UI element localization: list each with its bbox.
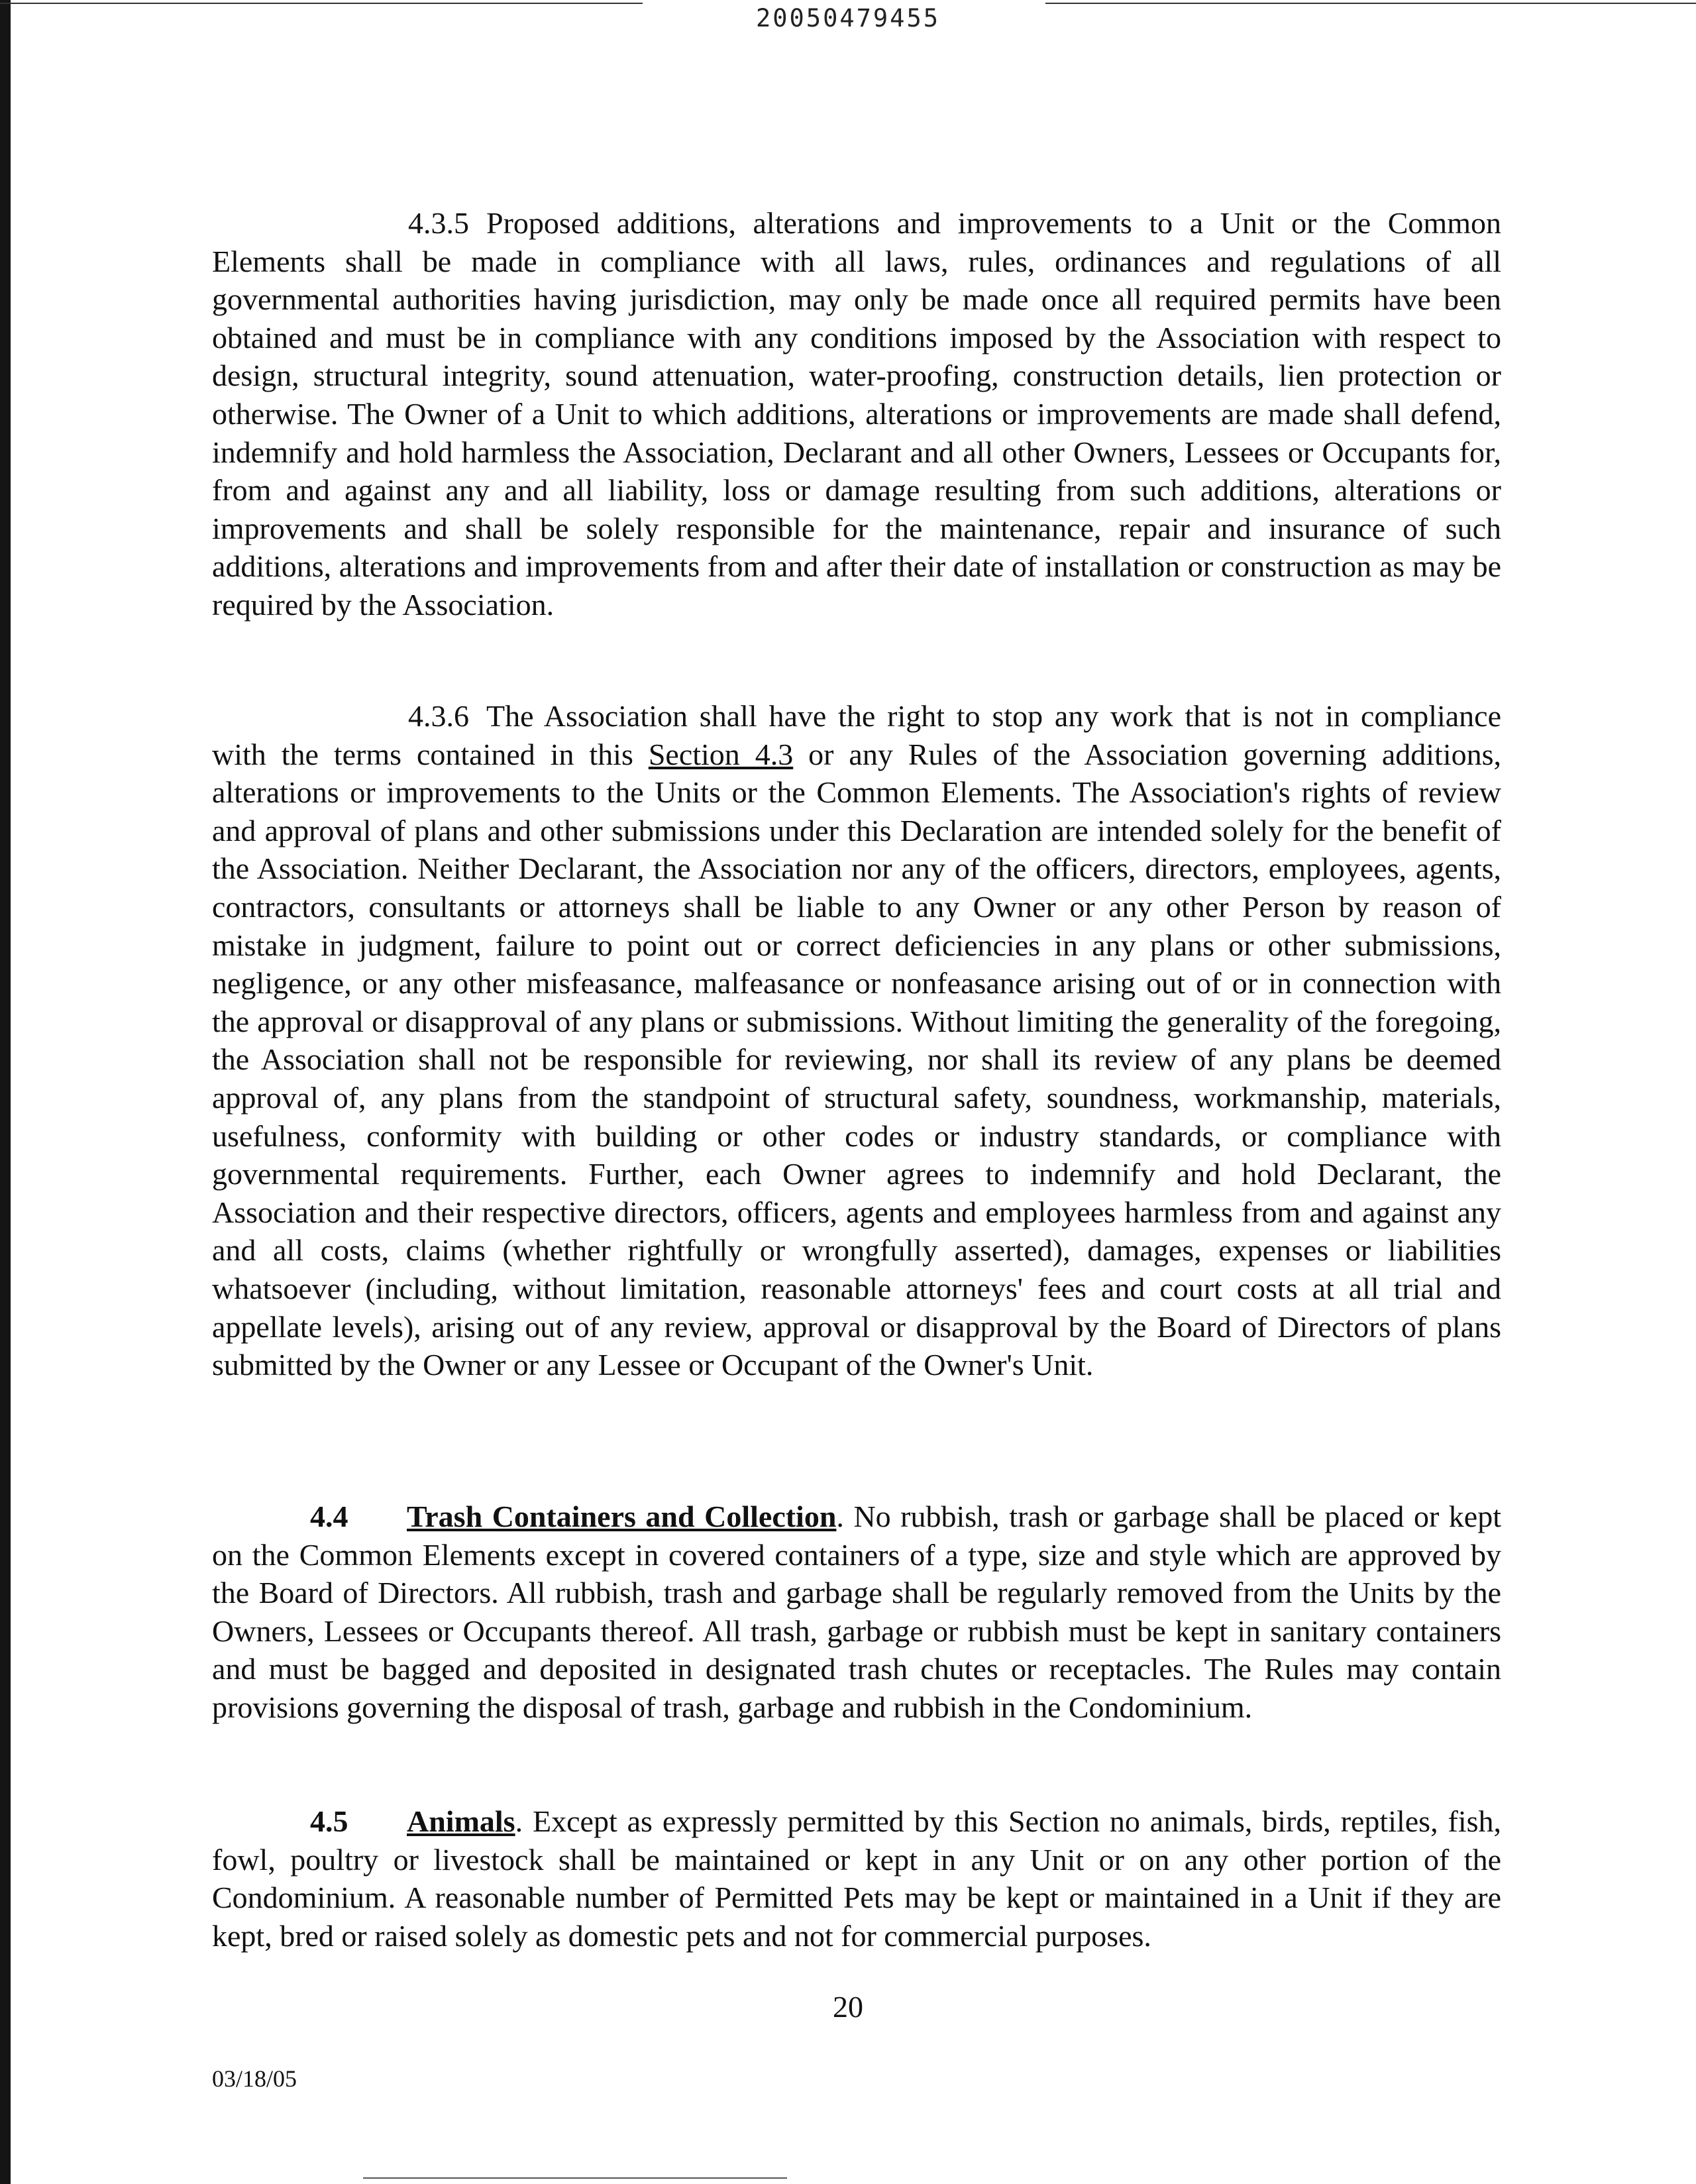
section-title: Animals bbox=[407, 1804, 515, 1838]
paragraph-text-after-ref: or any Rules of the Association governing additions, alterations or improvements to the Units or the Common Elements. The Association's rights of review and approval of plans and other submissions under this Declaration are intended solely for the benefit of the Association. Neither Declarant, the Association nor any of the officers, directors, employees, agents, contractors, consultants or attorneys shall be liable to any Owner or any other Person by reason of mistake in judgment, failure to point out or correct deficiencies in any plans or other submissions, negligence, or any other misfeasance, malfeasance or nonfeasance arising out of or in connection with the approval or disapproval of any plans or submissions. Without limiting the generality of the foregoing, the Association shall not be responsible for reviewing, nor shall its review of any plans be deemed approval of, any plans from the standpoint of structural safety, soundness, workmanship, materials, usefulness, conformity with building or other codes or industry standards, or compliance with governmental requirements. Further, each Owner agrees to indemnify and hold Declarant, the Association and their respective directors, officers, agents and employees harmless from and against any and all costs, claims (whether rightfully or wrongfully asserted), damages, expenses or liabilities whatsoever (including, without limitation, reasonable attorneys' fees and court costs at all trial and appellate levels), arising out of any review, approval or disapproval by the Board of Directors of plans submitted by the Owner or any Lessee or Occupant of the Owner's Unit. bbox=[212, 737, 1502, 1382]
paragraph-text: Proposed additions, alterations and improvements to a Unit or the Common Elements shall be made in compliance with all laws, rules, ordinances and regulations of all governmental authorities having jurisdiction, may only be made once all required permits have been obtained and must be in compliance with any conditions imposed by the Association with respect to design, structural integrity, sound attenuation, water-proofing, construction details, lien protection or otherwise. The Owner of a Unit to which additions, alterations or improvements are made shall defend, indemnify and hold harmless the Association, Declarant and all other Owners, Lessees or Occupants for, from and against any and all liability, loss or damage resulting from such additions, alterations or improvements and shall be solely responsible for the maintenance, repair and insurance of such additions, alterations and improvements from and after their date of installation or construction as may be required by the Association. bbox=[212, 206, 1501, 622]
paragraph-number: 4.3.5 bbox=[408, 206, 469, 240]
paragraph-4-4 bbox=[212, 1498, 1501, 1727]
paragraph-4-5 bbox=[212, 1802, 1501, 1955]
document-date: 03/18/05 bbox=[212, 2065, 297, 2092]
paragraph-text-before-ref: The Association shall have the right to stop any work that is not in compliance with the terms contained in this bbox=[212, 699, 1501, 771]
document-number: 20050479455 bbox=[755, 4, 941, 32]
paragraph-4-3-5 bbox=[212, 204, 1501, 624]
bottom-rule bbox=[363, 2177, 787, 2179]
paragraph-4-3-6 bbox=[212, 697, 1501, 1384]
paragraph-text: . Except as expressly permitted by this Section no animals, birds, reptiles, fish, fowl, poultry or livestock shall be maintained or kept in any Unit or on any other portion of the Condominium. A reasonable number of Permitted Pets may be kept or maintained in a Unit if they are kept, bred or raised solely as domestic pets and not for commercial purposes. bbox=[212, 1804, 1501, 1953]
paragraph-number: 4.3.6 bbox=[408, 699, 469, 733]
paragraph-text: . No rubbish, trash or garbage shall be placed or kept on the Common Elements except in covered containers of a type, size and style which are approved by the Board of Directors. All rubbish, trash and garbage shall be regularly removed from the Units by the Owners, Lessees or Occupants thereof. All trash, garbage or rubbish must be kept in sanitary containers and must be bagged and deposited in designated trash chutes or receptacles. The Rules may contain provisions governing the disposal of trash, garbage and rubbish in the Condominium. bbox=[212, 1500, 1501, 1724]
page-number: 20 bbox=[833, 1990, 863, 2024]
section-number: 4.5 bbox=[310, 1804, 348, 1838]
section-number: 4.4 bbox=[310, 1500, 348, 1533]
section-title: Trash Containers and Collection bbox=[407, 1500, 837, 1533]
section-reference: Section 4.3 bbox=[648, 737, 794, 771]
scan-left-edge bbox=[0, 0, 11, 2184]
